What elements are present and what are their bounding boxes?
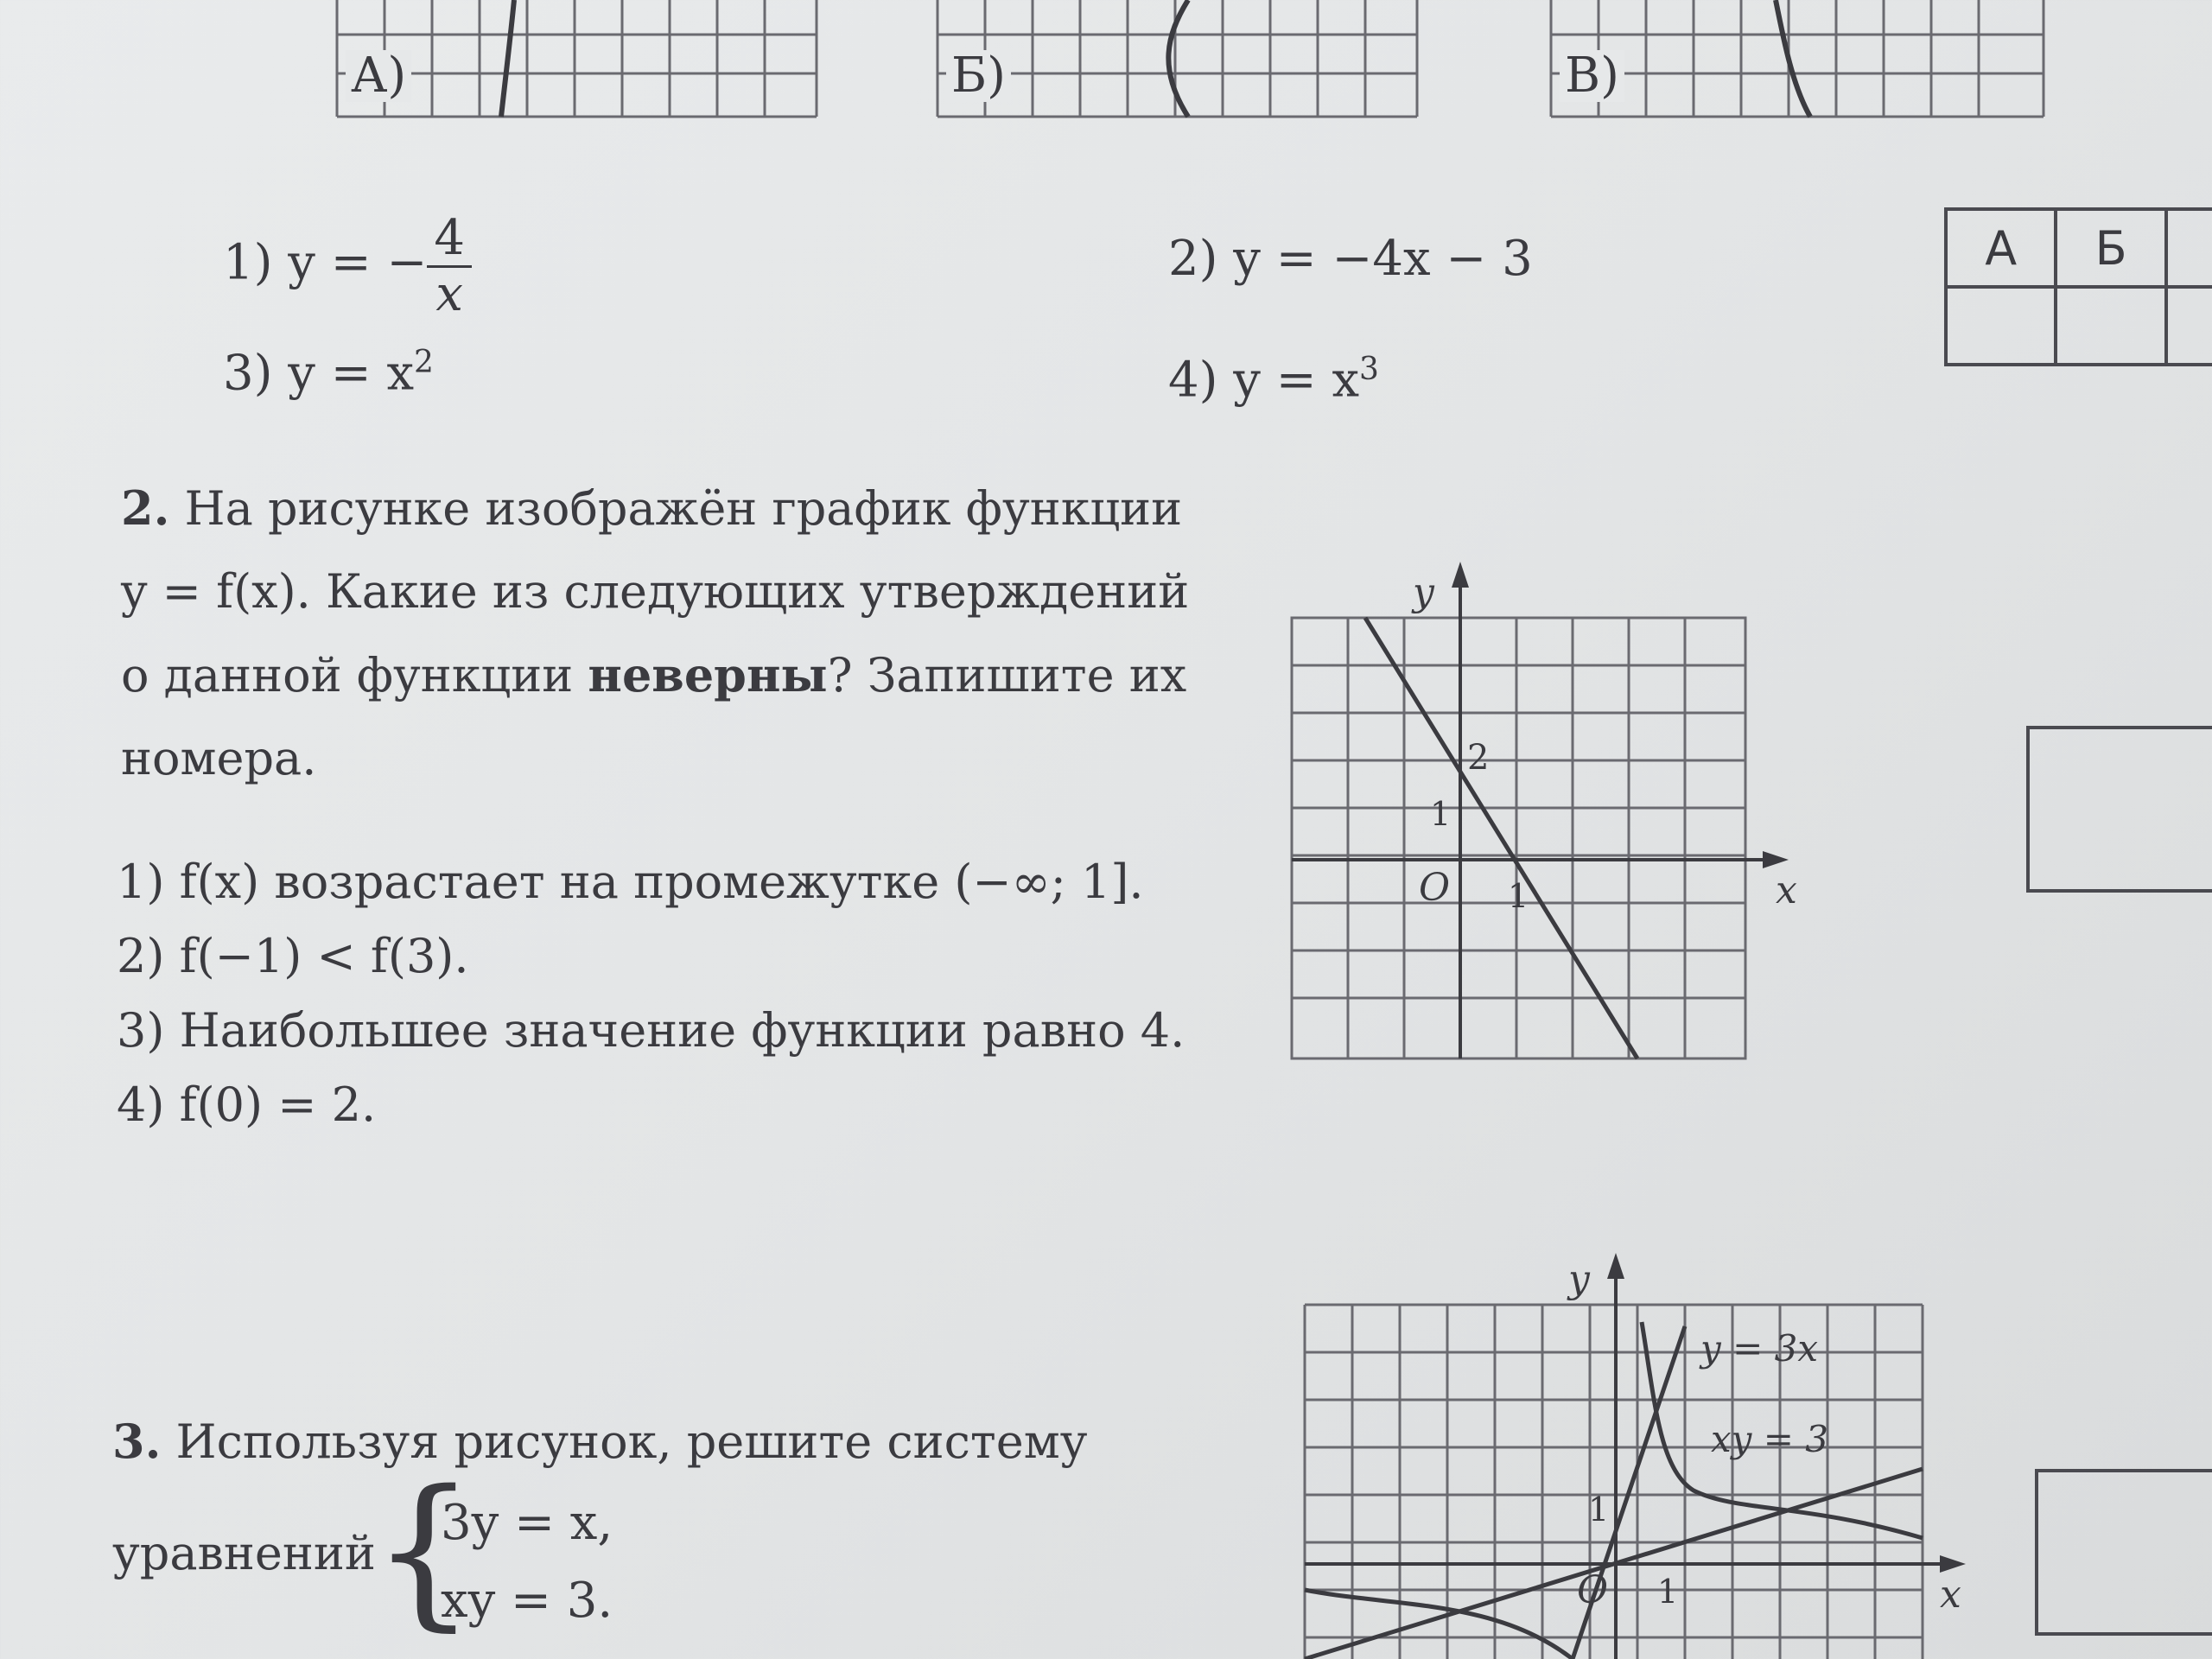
panel-label-v: В)	[1560, 50, 1624, 102]
option-3-exponent: 2	[414, 345, 434, 380]
answer-cell-v[interactable]	[2166, 287, 2212, 365]
option-3-base: 3) y = x	[223, 345, 415, 402]
task2-line-1	[121, 467, 1189, 550]
task2-statement-1: 1) f(x) возрастает на промежутке (−∞; 1].	[117, 855, 1144, 909]
option-3	[223, 345, 434, 402]
answer-header-b: Б	[2056, 209, 2165, 287]
task3-grid	[1305, 1305, 1923, 1659]
task2-statement-4: 4) f(0) = 2.	[117, 1077, 377, 1132]
task2-function-line	[1365, 618, 1637, 1058]
task2-two-label: 2	[1467, 738, 1490, 778]
task2-x-unit-label: 1	[1508, 877, 1529, 915]
task2-statements-list	[117, 845, 1185, 1142]
task3-x-arrow	[1940, 1555, 1966, 1573]
task2-statement-2: 2) f(−1) < f(3).	[117, 929, 469, 983]
system-eq-2: xy = 3.	[441, 1573, 613, 1629]
option-4-base: 4) y = x	[1168, 352, 1360, 409]
task3-y-label: y	[1568, 1257, 1590, 1301]
system-eq-1: 3y = x,	[441, 1495, 613, 1551]
answer-box-task2[interactable]	[2026, 726, 2212, 893]
task3-line-1	[112, 1400, 1088, 1484]
option-1-denominator: x	[435, 265, 463, 322]
answer-table-task1	[1944, 207, 2212, 366]
task2-line-3-b: ? Запишите их	[827, 648, 1187, 702]
task2-line-2: y = f(x). Какие из следующих утверждений	[121, 564, 1190, 619]
task2-y-label: y	[1413, 570, 1434, 614]
curve-label-y-3x: y = 3x	[1700, 1327, 1819, 1370]
task2-graph	[1279, 553, 1797, 1071]
task2-line-1-text: На рисунке изображён график функции	[169, 481, 1183, 536]
option-1-numerator: 4	[427, 212, 472, 268]
task3-graph	[1287, 1244, 1979, 1659]
task2-x-label: x	[1776, 868, 1797, 912]
curve-label-xy-3: xy = 3	[1711, 1418, 1829, 1460]
task2-statement	[121, 467, 1189, 800]
panel-label-a: А)	[346, 50, 411, 102]
task2-line-4: номера.	[121, 731, 317, 785]
task3-y-arrow	[1607, 1253, 1624, 1279]
task2-line-3	[121, 633, 1189, 717]
option-1-fraction	[427, 212, 472, 321]
task3-line-2: уравнений	[112, 1526, 376, 1580]
task3-number: 3.	[112, 1414, 162, 1469]
task2-number: 2.	[121, 480, 170, 536]
answer-header-v-cut	[2166, 209, 2212, 287]
task2-statement-3: 3) Наибольшее значение функции равно 4.	[117, 1003, 1185, 1058]
task2-origin-label: O	[1419, 866, 1451, 910]
task2-x-arrow	[1763, 851, 1789, 868]
task3-x-unit-label: 1	[1657, 1573, 1679, 1611]
task3-origin-label: O	[1577, 1568, 1609, 1612]
option-4-exponent: 3	[1359, 352, 1379, 387]
option-4	[1168, 352, 1379, 409]
answer-header-a: А	[1946, 209, 2056, 287]
task2-line-3-a: о данной функции	[121, 648, 588, 702]
task2-y-unit-label: 1	[1430, 795, 1452, 833]
option-1-prefix: 1) y = −	[223, 234, 428, 291]
system-brace: {	[372, 1455, 476, 1646]
answer-box-task3[interactable]	[2035, 1469, 2212, 1636]
task3-y-unit-label: 1	[1588, 1491, 1610, 1529]
option-2: 2) y = −4x − 3	[1168, 231, 1533, 287]
task2-emphasis-neverny: неверны	[588, 647, 828, 702]
option-1	[223, 212, 472, 321]
answer-cell-b[interactable]	[2056, 287, 2165, 365]
task3-x-label: x	[1940, 1573, 1961, 1617]
task2-grid	[1292, 618, 1745, 1058]
task3-line-1-text: Используя рисунок, решите систему	[161, 1414, 1088, 1469]
answer-cell-a[interactable]	[1946, 287, 2056, 365]
panel-label-b: Б)	[946, 50, 1011, 102]
task2-y-arrow	[1452, 562, 1469, 588]
